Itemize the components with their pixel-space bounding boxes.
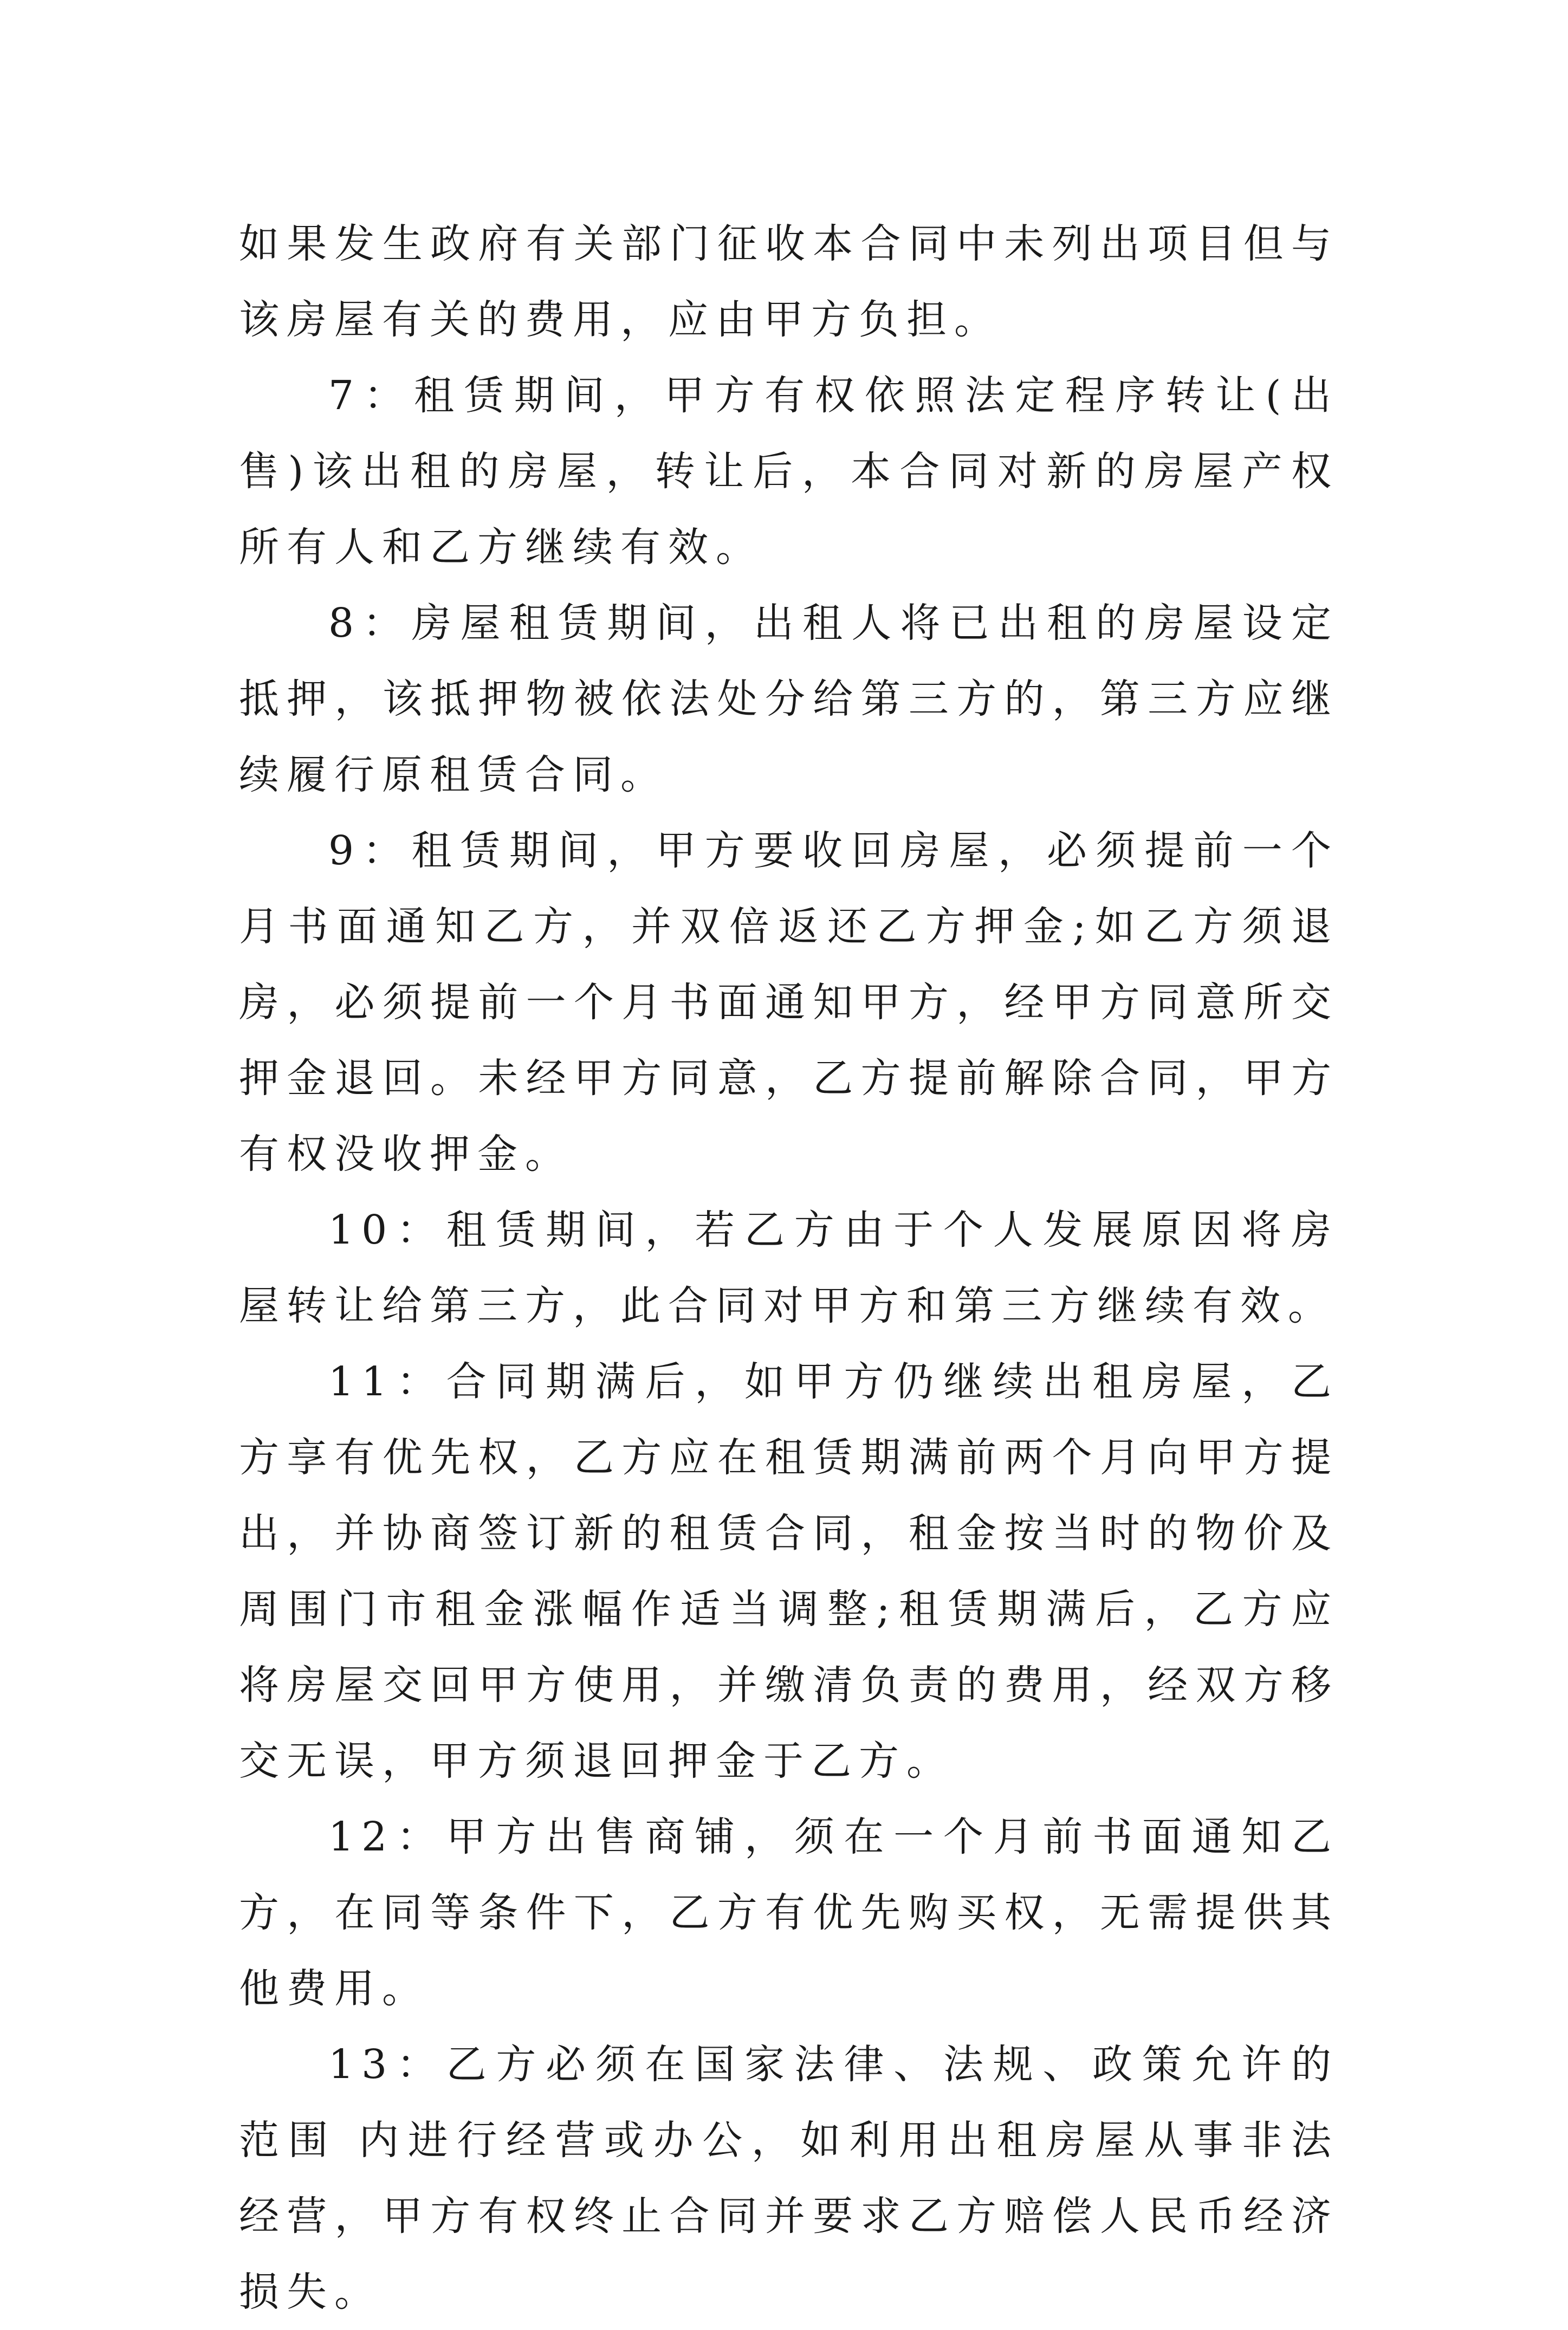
clause-8: 8：房屋租赁期间，出租人将已出租的房屋设定抵押，该抵押物被依法处分给第三方的，第三方应继续履行原租赁合同。: [239, 600, 1339, 798]
clause-13: 13：乙方必须在国家法律、法规、政策允许的范围 内进行经营或办公，如利用出租房屋从事非法经营，甲方有权终止合同并要求乙方赔偿人民币经济损失。: [239, 2041, 1339, 2315]
clause-7: 7：租赁期间，甲方有权依照法定程序转让(出售)该出租的房屋，转让后，本合同对新的房屋产权所有人和乙方继续有效。: [239, 372, 1339, 571]
clause-12: 12：甲方出售商铺，须在一个月前书面通知乙方，在同等条件下，乙方有优先购买权，无需提供其他费用。: [239, 1814, 1339, 2012]
clause-10: 10：租赁期间，若乙方由于个人发展原因将房屋转让给第三方，此合同对甲方和第三方继续有效。: [239, 1207, 1339, 1329]
paragraph-fees: 如果发生政府有关部门征收本合同中未列出项目但与该房屋有关的费用，应由甲方负担。: [239, 221, 1339, 343]
clause-11: 11：合同期满后，如甲方仍继续出租房屋，乙方享有优先权，乙方应在租赁期满前两个月向甲方提出，并协商签订新的租赁合同，租金按当时的物价及周围门市租金涨幅作适当调整;租赁期满后，乙方应将房屋交回甲方使用，并缴清负责的费用，经双方移交无误，甲方须退回押金于乙方。: [239, 1358, 1339, 1784]
document-body: [239, 206, 1339, 2330]
clause-9: 9：租赁期间，甲方要收回房屋，必须提前一个月书面通知乙方，并双倍返还乙方押金;如乙方须退房，必须提前一个月书面通知甲方，经甲方同意所交押金退回。未经甲方同意，乙方提前解除合同，甲方有权没收押金。: [239, 827, 1339, 1177]
